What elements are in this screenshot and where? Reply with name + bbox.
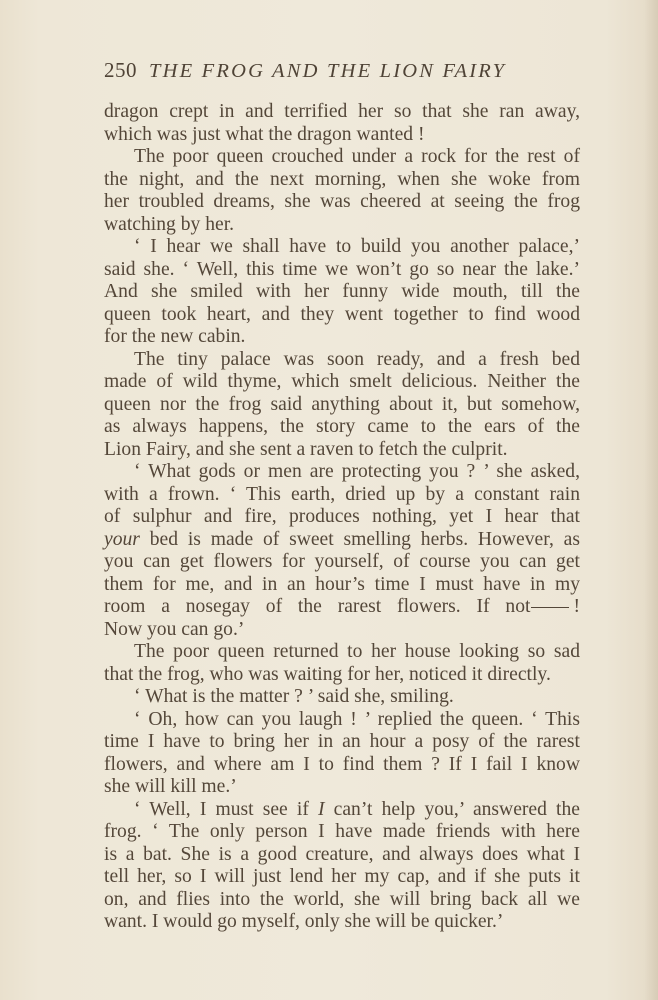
paragraph-first-line: The tiny palace was soon ready, and a fresh bed <box>134 348 580 370</box>
paragraph-first-line: ‘ What gods or men are protecting you ? ’ she asked, <box>134 461 580 482</box>
paragraph-first-line: ‘ What is the matter ? ’ said she, smiling. <box>134 686 454 707</box>
text-line: queen nor the frog said anything about it, but somehow, <box>104 393 580 415</box>
text-segment: ‘ Well, I must see if <box>134 798 309 820</box>
text-line: watching by her. <box>104 213 235 235</box>
text-line: frog. ‘ The only person I have made friends with here <box>104 821 580 842</box>
em-dash-rule <box>531 607 569 608</box>
text-segment: ! <box>573 596 580 617</box>
text-line: made of wild thyme, which smelt delicious. Neither the <box>104 371 580 392</box>
paragraph-first-line: ‘ I hear we shall have to build you another palace,’ <box>134 236 580 257</box>
text-line: queen took heart, and they went together to find wood <box>104 303 580 325</box>
paragraph-first-line: ‘ Oh, how can you laugh ! ’ replied the queen. ‘ This <box>134 708 580 730</box>
page-edge-shadow <box>644 0 658 1000</box>
text-line: her troubled dreams, she was cheered at seeing the frog <box>104 191 580 212</box>
text-segment: bed is made of sweet smelling herbs. However, as <box>149 528 580 550</box>
paragraph-first-line: The poor queen returned to her house looking so sad <box>134 641 580 662</box>
text-line: which was just what the dragon wanted ! <box>104 123 425 145</box>
text-line: dragon crept in and terrified her so that she ran away, <box>104 101 580 122</box>
text-line: with a frown. ‘ This earth, dried up by a constant rain <box>104 483 580 505</box>
text-line: Lion Fairy, and she sent a raven to fetch the culprit. <box>104 438 508 460</box>
text-line: she will kill me.’ <box>104 776 237 797</box>
text-line: want. I would go myself, only she will be quicker.’ <box>104 911 504 932</box>
running-head <box>104 58 584 88</box>
text-line: that the frog, who was waiting for her, noticed it directly. <box>104 663 551 685</box>
text-line: for the new cabin. <box>104 326 246 347</box>
italic-word: your <box>104 528 140 550</box>
text-line: of sulphur and fire, produces nothing, yet I hear that <box>104 506 580 527</box>
text-line: tell her, so I will just lend her my cap, and if she puts it <box>104 866 580 887</box>
text-line-with-dash <box>104 596 580 619</box>
text-line: the night, and the next morning, when she woke from <box>104 168 580 190</box>
paragraph-first-line-with-italic <box>104 799 580 822</box>
body-text <box>104 101 580 934</box>
text-line: time I have to bring her in an hour a posy of the rarest <box>104 731 580 752</box>
text-line: as always happens, the story came to the ears of the <box>104 416 580 437</box>
text-segment: can’t help you,’ answered the <box>333 798 580 820</box>
text-line: on, and flies into the world, she will bring back all we <box>104 888 580 910</box>
page-number: 250 <box>104 58 137 82</box>
paragraph-first-line: The poor queen crouched under a rock for the rest of <box>134 146 580 167</box>
text-line-with-italic <box>104 529 580 552</box>
text-line: you can get flowers for yourself, of course you can get <box>104 551 580 572</box>
text-line: And she smiled with her funny wide mouth, till the <box>104 281 580 302</box>
text-line: Now you can go.’ <box>104 618 245 640</box>
italic-word: I <box>317 798 325 820</box>
text-line: flowers, and where am I to find them ? If I fail I know <box>104 753 580 775</box>
text-line: is a bat. She is a good creature, and always does what I <box>104 843 580 865</box>
text-line: said she. ‘ Well, this time we won’t go so near the lake.’ <box>104 258 580 280</box>
text-segment: room a nosegay of the rarest flowers. If not <box>104 596 531 617</box>
text-line: them for me, and in an hour’s time I must have in my <box>104 573 580 595</box>
running-title: THE FROG AND THE LION FAIRY <box>149 60 507 82</box>
